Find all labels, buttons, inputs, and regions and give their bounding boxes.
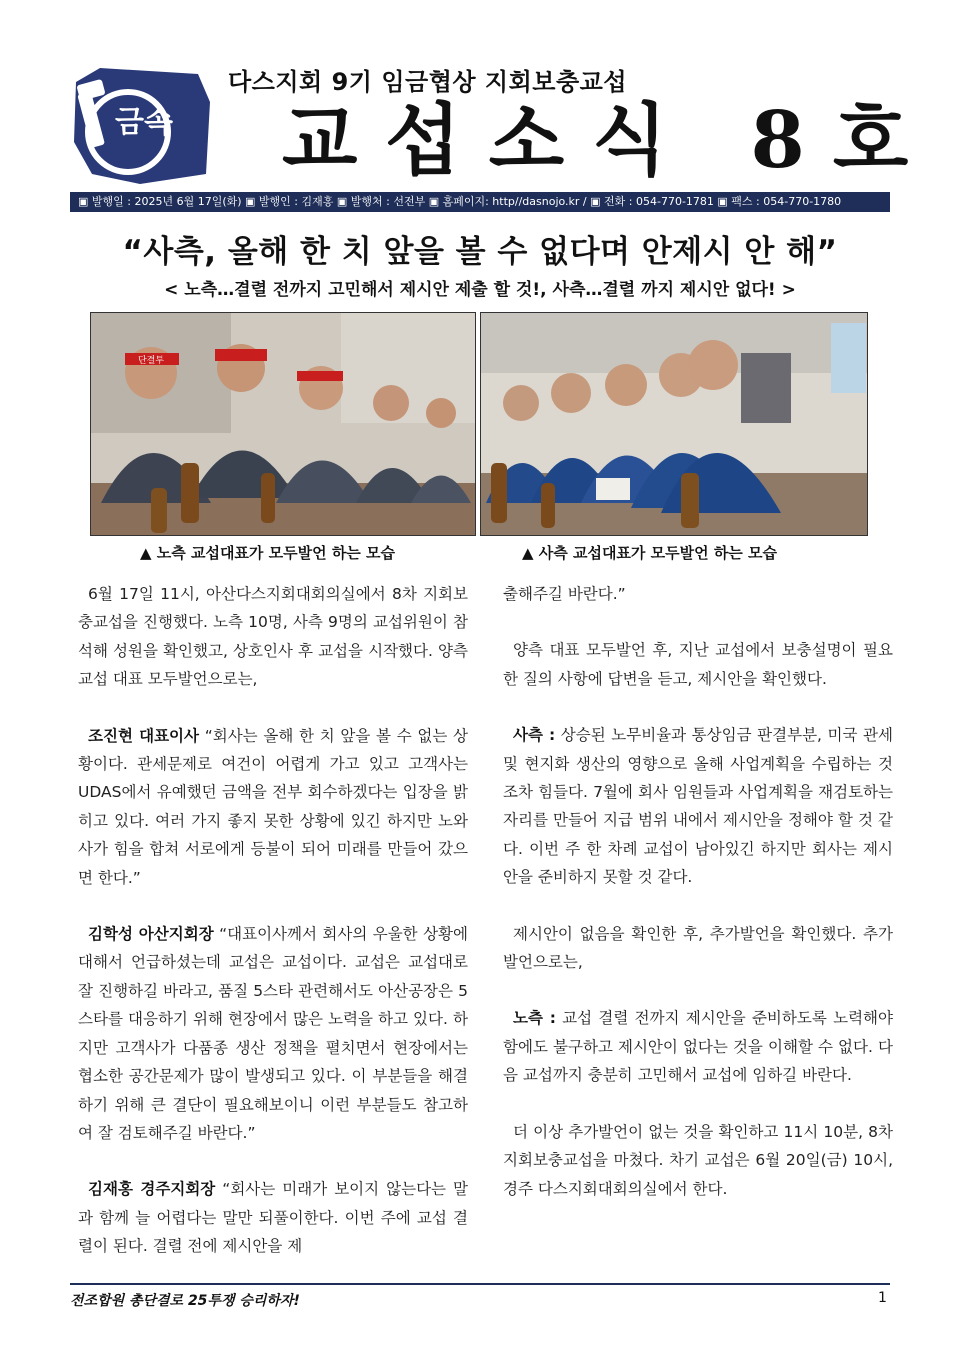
statement-text: 교섭 결렬 전까지 제시안을 준비하도록 노력해야함에도 불구하고 제시안이 없다는 것을 이해할 수 없다. 다음 교섭까지 충분히 고민해서 교섭에 임하길 바란다.: [503, 1009, 893, 1085]
company-statement: [503, 721, 893, 891]
photo-caption-company: ▲ 사측 교섭대표가 모두발언 하는 모습: [522, 544, 777, 562]
newsletter-subtitle: 다스지회 9기 임금협상 지회보충교섭: [228, 68, 628, 96]
union-logo: [70, 62, 220, 187]
headband-text: 단결투: [137, 356, 165, 366]
speaker-name: 김학성 아산지회장: [88, 925, 214, 944]
speech-text: “대표이사께서 회사의 우울한 상황에 대해서 언급하셨는데 교섭은 교섭이다. 교섭은 교섭대로 잘 진행하길 바라고, 품질 5스타 관련해서도 아산공장은 5스타를 대응하기 위해 현장에서 많은 노력을 하고 있다. 하지만 고객사가 다품종 생산 정책을 펼치면서 현장에서는 협소한 공간문제가 많이 발생되고 있다. 이 부분들을 해결하기 위해 큰 결단이 필요해보이니 이런 부분들도 참고하여 잘 검토해주길 바란다.”: [78, 925, 468, 1142]
photo-company-representatives: [480, 312, 868, 536]
photo-caption-union: ▲ 노측 교섭대표가 모두발언 하는 모습: [140, 544, 395, 562]
union-statement: [503, 1004, 893, 1089]
page-number: 1: [878, 1290, 887, 1306]
footer-slogan: 전조합원 총단결로 25투쟁 승리하자!: [70, 1293, 300, 1309]
union-label: 노측 :: [513, 1009, 556, 1028]
speaker-name: 김재홍 경주지회장: [88, 1180, 216, 1199]
speech-gyeongju-chief: [78, 1175, 468, 1260]
article-left-column: [78, 580, 468, 1289]
speech-text: “회사는 올해 한 치 앞을 볼 수 없는 상황이다. 관세문제로 여건이 어렵게 가고 있고 고객사는 UDAS에서 유예했던 금액을 전부 회수하겠다는 입장을 밝히고 있다. 여러 가지 좋지 못한 상황에 있긴 하지만 노와 사가 힘을 합쳐 서로에게 등불이 되어 미래를 만들어 갔으면 한다.”: [78, 726, 468, 887]
photo-union-representatives: [90, 312, 476, 536]
company-label: 사측 :: [513, 726, 556, 745]
headline: “사측, 올해 한 치 앞을 볼 수 없다며 안제시 안 해”: [122, 234, 838, 270]
newsletter-title: 교섭소식 8호: [282, 95, 937, 186]
footer-divider: [70, 1283, 890, 1285]
speech-text: “회사는 미래가 보이지 않는다는 말과 함께 늘 어렵다는 말만 되풀이한다. 이번 주에 교섭 결렬이 된다. 결렬 전에 제시안을 제: [78, 1180, 468, 1256]
speech-asan-chief: [78, 920, 468, 1147]
speaker-name: 조진현 대표이사: [88, 726, 199, 745]
article-paragraph: 양측 대표 모두발언 후, 지난 교섭에서 보충설명이 필요한 질의 사항에 답변을 듣고, 제시안을 확인했다.: [503, 641, 893, 688]
article-right-column: [503, 580, 893, 1231]
article-paragraph: 제시안이 없음을 확인한 후, 추가발언을 확인했다. 추가발언으로는,: [503, 924, 893, 972]
article-intro: 6월 17일 11시, 아산다스지회대회의실에서 8차 지회보충교섭을 진행했다. 노측 10명, 사측 9명의 교섭위원이 참석해 성원을 확인했고, 상호인사 후 교섭을 시작했다. 양측 교섭 대표 모두발언으로는,: [78, 585, 468, 689]
speech-continuation: 출해주길 바란다.”: [503, 585, 626, 603]
publication-info-bar: ▣ 발행일 : 2025년 6월 17일(화) ▣ 발행인 : 김재홍 ▣ 발행처 : 선전부 ▣ 홈페이지: http//dasnojo.kr / ▣ 전화 : 054-770-1781 ▣ 팩스 : 054-770-1780: [70, 192, 890, 212]
logo-text: 금속: [115, 105, 173, 140]
speech-ceo: [78, 722, 468, 892]
subheadline: < 노측…결렬 전까지 고민해서 제시안 제출 할 것!, 사측…결렬 까지 제시안 없다! >: [164, 280, 796, 300]
statement-text: 상승된 노무비율과 통상임금 판결부분, 미국 관세 및 현지화 생산의 영향으로 올해 사업계획을 수립하는 것조차 힘들다. 7월에 회사 임원들과 사업계획을 재검토하는 자리를 만들어 지급 범위 내에서 제시안을 정해야 할 것 같다. 이번 주 한 차례 교섭이 남아있긴 하지만 회사는 제시안을 준비하지 못할 것 같다.: [503, 726, 893, 887]
article-paragraph: 더 이상 추가발언이 없는 것을 확인하고 11시 10분, 8차 지회보충교섭을 마쳤다. 차기 교섭은 6월 20일(금) 10시, 경주 다스지회대회의실에서 한다.: [503, 1122, 893, 1198]
